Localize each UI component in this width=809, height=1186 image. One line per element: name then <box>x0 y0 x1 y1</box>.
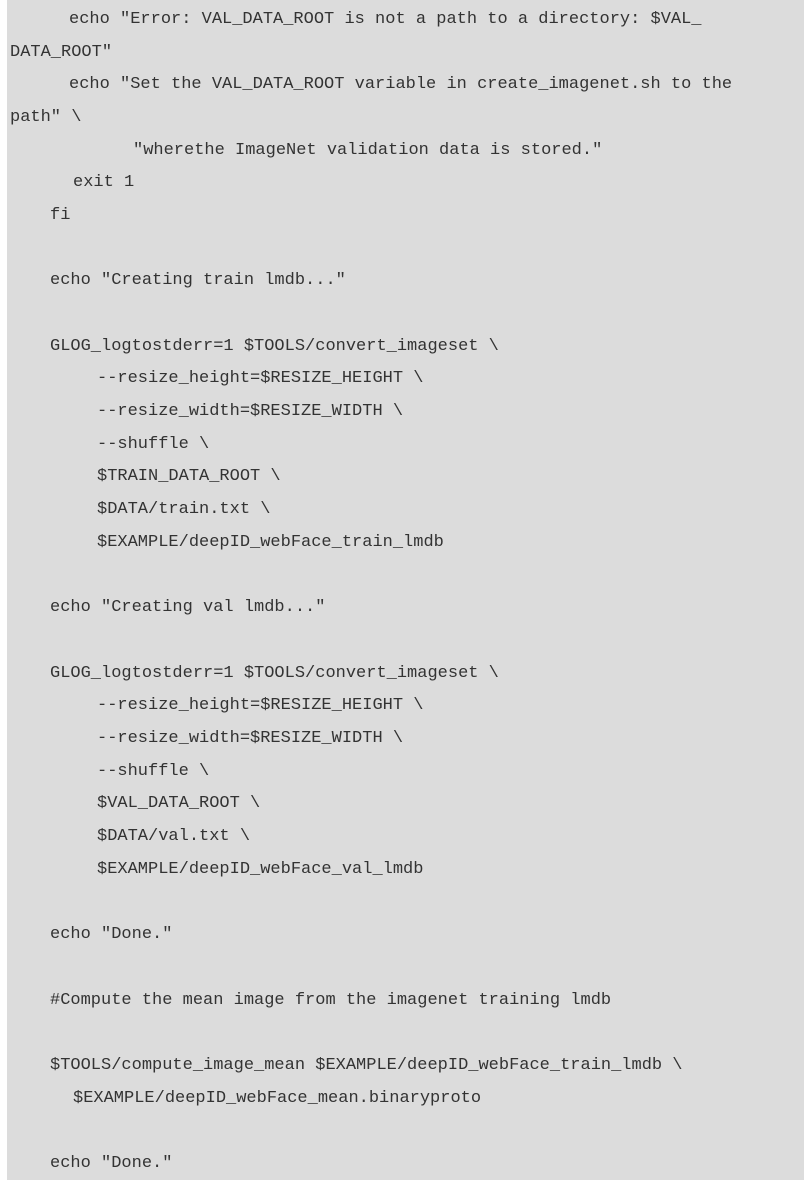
code-line: $EXAMPLE/deepID_webFace_val_lmdb <box>97 860 424 879</box>
code-line: #Compute the mean image from the imagenet training lmdb <box>50 991 612 1010</box>
code-line: fi <box>50 206 71 225</box>
code-line: echo "Done." <box>50 925 173 944</box>
code-line: --shuffle \ <box>97 435 210 454</box>
code-line: echo "Done." <box>50 1154 173 1173</box>
code-line: exit 1 <box>73 173 135 192</box>
code-line: --shuffle \ <box>97 762 210 781</box>
code-line: echo "Creating train lmdb..." <box>50 271 346 290</box>
code-line: GLOG_logtostderr=1 $TOOLS/convert_imageset \ <box>50 337 499 356</box>
code-line: DATA_ROOT" <box>10 43 113 62</box>
code-line: --resize_height=$RESIZE_HEIGHT \ <box>97 369 424 388</box>
code-line: echo "Creating val lmdb..." <box>50 598 326 617</box>
code-line: $EXAMPLE/deepID_webFace_mean.binaryproto <box>73 1089 482 1108</box>
code-line: path" \ <box>10 108 82 127</box>
code-line: echo "Error: VAL_DATA_ROOT is not a path to a directory: $VAL_ <box>69 10 702 29</box>
code-line: GLOG_logtostderr=1 $TOOLS/convert_imageset \ <box>50 664 499 683</box>
code-block <box>7 0 804 1180</box>
code-line: --resize_width=$RESIZE_WIDTH \ <box>97 729 404 748</box>
code-line: --resize_height=$RESIZE_HEIGHT \ <box>97 696 424 715</box>
code-line: "wherethe ImageNet validation data is stored." <box>133 141 603 160</box>
code-line: $TOOLS/compute_image_mean $EXAMPLE/deepID_webFace_train_lmdb \ <box>50 1056 683 1075</box>
code-line: echo "Set the VAL_DATA_ROOT variable in create_imagenet.sh to the <box>69 75 733 94</box>
code-line: $TRAIN_DATA_ROOT \ <box>97 467 281 486</box>
code-line: $EXAMPLE/deepID_webFace_train_lmdb <box>97 533 444 552</box>
code-line: $DATA/train.txt \ <box>97 500 271 519</box>
code-line: $DATA/val.txt \ <box>97 827 251 846</box>
code-line: --resize_width=$RESIZE_WIDTH \ <box>97 402 404 421</box>
code-line: $VAL_DATA_ROOT \ <box>97 794 261 813</box>
